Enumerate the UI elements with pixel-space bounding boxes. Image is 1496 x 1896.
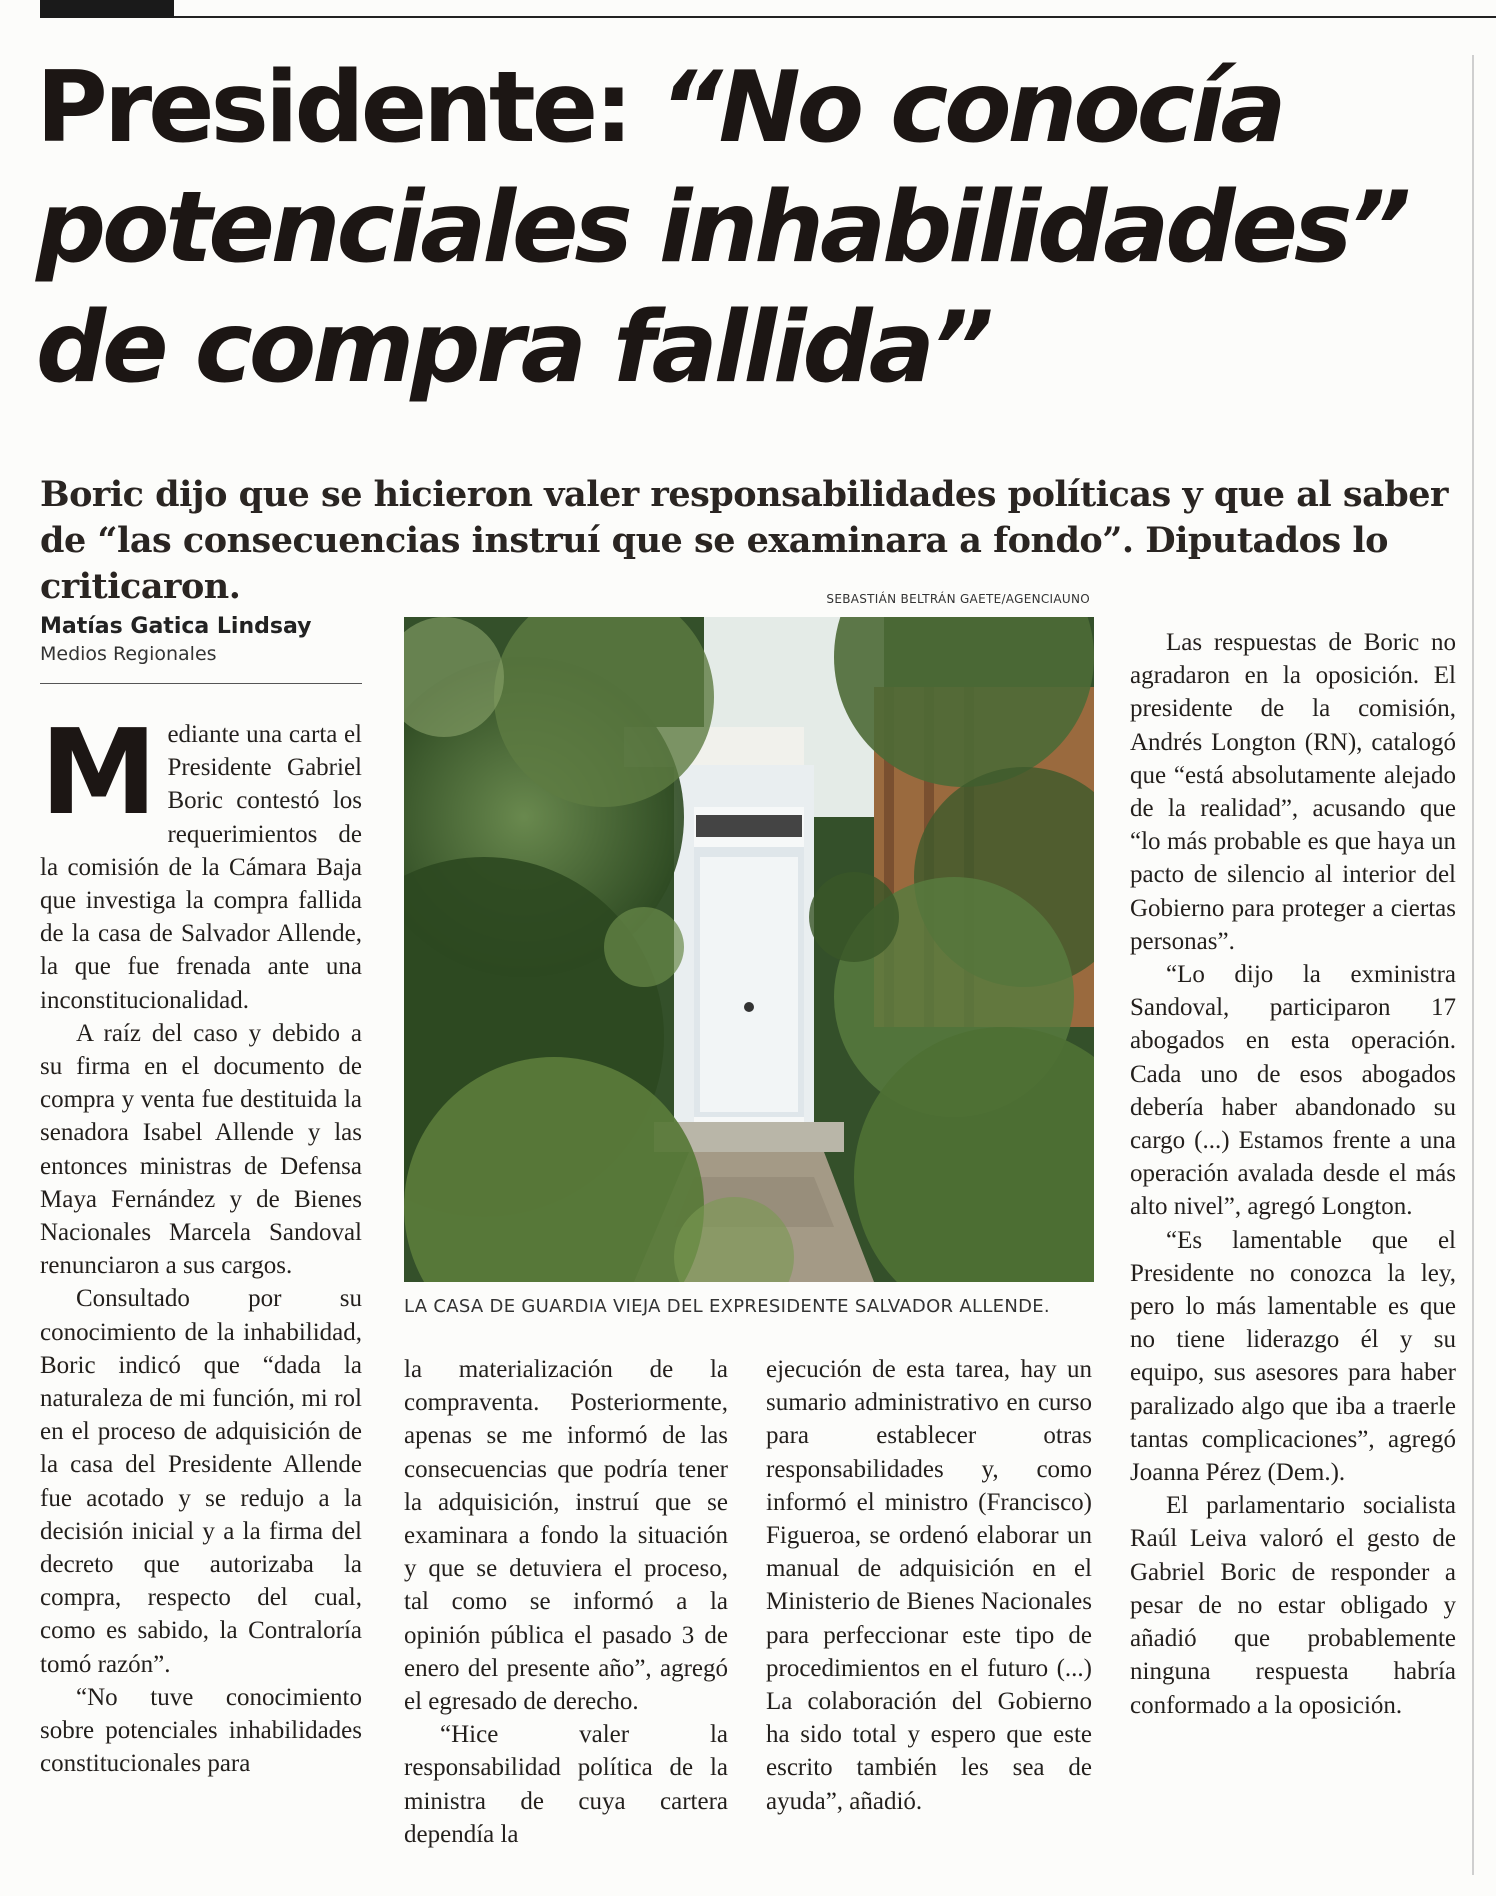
article-column-4 bbox=[1130, 626, 1456, 1722]
article-column-3 bbox=[766, 1353, 1092, 1818]
paragraph-text: ediante una carta el Presidente Gabriel Boric contestó los requerimientos de la comisión de la Cámara Baja que investiga la compra fallida de la casa de Salvador Allende, la que fue frenada ante una inconstitucionalidad. bbox=[40, 721, 362, 1014]
headline-part1: Presidente: bbox=[36, 51, 660, 165]
paragraph: Las respuestas de Boric no agradaron en la oposición. El presidente de la comisión, Andrés Longton (RN), catalogó que “está absolutamente alejado de la realidad”, acusando que “lo más probable es que haya un pacto de silencio al interior del Gobierno para proteger a ciertas personas”. bbox=[1130, 629, 1456, 955]
headline bbox=[36, 48, 1456, 408]
top-rule bbox=[174, 16, 1496, 18]
article-column-1 bbox=[40, 703, 362, 1781]
paragraph: “No tuve conocimiento sobre potenciales inhabilidades constitucionales para bbox=[40, 1683, 362, 1778]
paragraph: A raíz del caso y debido a su firma en el documento de compra y venta fue destituida la senadora Isabel Allende y las entonces ministras de Defensa Maya Fernández y de Bienes Nacionales Marcela Sandoval renunciaron a sus cargos. bbox=[40, 1019, 362, 1280]
section-marker bbox=[40, 0, 174, 18]
column-divider-right bbox=[1472, 55, 1474, 1875]
paragraph: “Hice valer la responsabilidad política de la ministra de cuya cartera dependía la bbox=[404, 1721, 728, 1848]
paragraph: ejecución de esta tarea, hay un sumario administrativo en curso para establecer otras responsabilidades y, como informó el ministro (Francisco) Figueroa, se ordenó elaborar un manual de adquisición en el Ministerio de Bienes Nacionales para perfeccionar este tipo de procedimientos en el futuro (...) La colaboración del Gobierno ha sido total y espero que este escrito también les sea de ayuda”, añadió. bbox=[766, 1356, 1092, 1815]
headline-quote-line2: potenciales inhabilidades” bbox=[36, 171, 1408, 285]
paragraph: Consultado por su conocimiento de la inhabilidad, Boric indicó que “dada la naturaleza de mi función, mi rol en el proceso de adquisición de la casa del Presidente Allende fue acotado y se redujo a la decisión inicial y a la firma del decreto que autorizaba la compra, respecto del cual, como es sabido, la Contraloría tomó razón”. bbox=[40, 1285, 362, 1678]
byline-author: Matías Gatica Lindsay bbox=[40, 614, 312, 639]
subheadline: Boric dijo que se hicieron valer responsabilidades políticas y que al saber de “las consecuencias instruí que se examinara a fondo”. Diputados lo criticaron. bbox=[40, 474, 1448, 607]
paragraph: “Es lamentable que el Presidente no conozca la ley, pero lo más lamentable es que no tiene liderazgo él y su equipo, sus asesores para haber paralizado algo que iba a traerle tantas complicaciones”, agregó Joanna Pérez (Dem.). bbox=[1130, 1226, 1456, 1487]
byline-divider bbox=[40, 683, 362, 684]
photo-caption: LA CASA DE GUARDIA VIEJA DEL EXPRESIDENTE SALVADOR ALLENDE. bbox=[404, 1296, 1050, 1317]
headline-quote-line3: de compra fallida” bbox=[36, 291, 990, 405]
byline-outlet: Medios Regionales bbox=[40, 643, 217, 665]
paragraph bbox=[40, 703, 362, 1017]
house-photo bbox=[404, 617, 1094, 1282]
article-column-2 bbox=[404, 1353, 728, 1851]
drop-cap: M bbox=[40, 703, 158, 841]
paragraph: la materialización de la compraventa. Posteriormente, apenas se me informó de las consecuencias que podría tener la adquisición, instruí que se examinara a fondo la situación y que se detuviera el proceso, tal como se informó a la opinión pública el pasado 3 de enero del presente año”, agregó el egresado de derecho. bbox=[404, 1356, 728, 1716]
photo-credit: SEBASTIÁN BELTRÁN GAETE/AGENCIAUNO bbox=[826, 592, 1090, 606]
headline-quote-line1: “No conocía bbox=[659, 51, 1283, 165]
paragraph: El parlamentario socialista Raúl Leiva valoró el gesto de Gabriel Boric de responder a pesar de no estar obligado y añadió que probablemente ninguna respuesta habría conformado a la oposición. bbox=[1130, 1492, 1456, 1719]
paragraph: “Lo dijo la exministra Sandoval, participaron 17 abogados en esta operación. Cada uno de esos abogados debería haber abandonado su cargo (...) Estamos frente a una operación avalada desde el más alto nivel”, agregó Longton. bbox=[1130, 961, 1456, 1221]
